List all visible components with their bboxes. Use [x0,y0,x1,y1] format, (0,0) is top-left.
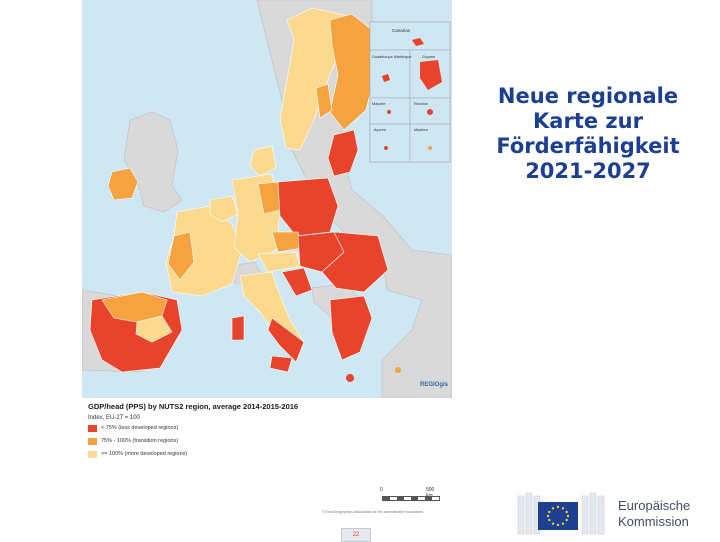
map-panel [82,0,452,520]
legend-item-transition [88,436,178,446]
inset-reunion-shape [427,109,433,115]
european-commission-logo [516,490,712,538]
inset-mayotte-shape [387,110,391,114]
legend-swatch [88,425,97,432]
united-kingdom-land [124,112,182,212]
scale-max-label: 500 [426,487,435,493]
scale-min-label: 0 [380,487,383,493]
slide-title [470,84,706,184]
legend-label: >= 100% (more developed regions) [101,451,188,457]
legend-swatch [88,451,97,458]
region-crete [346,374,354,382]
logo-text [618,498,690,530]
legend-item-less-developed [88,423,178,433]
page-number: 22 [352,532,360,538]
inset-label-madeira: Madeira [414,128,428,132]
legend-subtitle: Index, EU-27 = 100 [88,415,140,421]
inset-label-guadeloupe: Guadeloupe Martinique [372,55,412,59]
map-legend [82,398,452,520]
regiogis-attribution: REGIOgis [420,382,449,388]
region-sicily [270,356,292,372]
eu-regional-map [82,0,452,398]
title-line-2: Karte zur [533,109,643,133]
inset-label-guyane: Guyane [422,55,436,59]
inset-label-canarias: Canarias [392,28,411,33]
legend-title: GDP/head (PPS) by NUTS2 region, average 2014-2015-2016 [88,402,299,411]
logo-line-2: Kommission [618,514,689,529]
ec-building-flag-icon [516,490,614,538]
map-svg [82,0,452,398]
scale-bar [382,488,442,500]
region-croatia [282,268,312,296]
inset-acores-shape [384,146,388,150]
region-czechia [272,232,302,252]
legend-swatch [88,438,97,445]
region-austria [258,252,300,272]
inset-label-mayotte: Mayotte [372,102,386,106]
title-line-1: Neue regionale [497,84,679,108]
region-denmark [250,146,276,176]
copyright-note: © EuroGeographics Association for the administrative boundaries [322,510,424,514]
inset-canarias-frame [370,22,450,50]
inset-label-reunion: Réunion [414,102,429,106]
legend-label: < 75% (less developed regions) [101,425,179,431]
logo-line-1: Europäische [618,498,691,513]
title-line-3: Förderfähigkeit [496,134,680,158]
region-sardinia [232,316,244,340]
legend-item-more-developed [88,449,187,459]
region-poland [278,178,338,236]
scale-line [382,496,440,501]
region-greece [330,296,372,360]
title-line-4: 2021-2027 [525,159,651,183]
inset-madeira-shape [428,146,432,150]
legend-label: 75% - 100% (transition regions) [101,438,179,444]
inset-label-acores: Açores [374,128,386,132]
region-cyprus [395,367,401,373]
